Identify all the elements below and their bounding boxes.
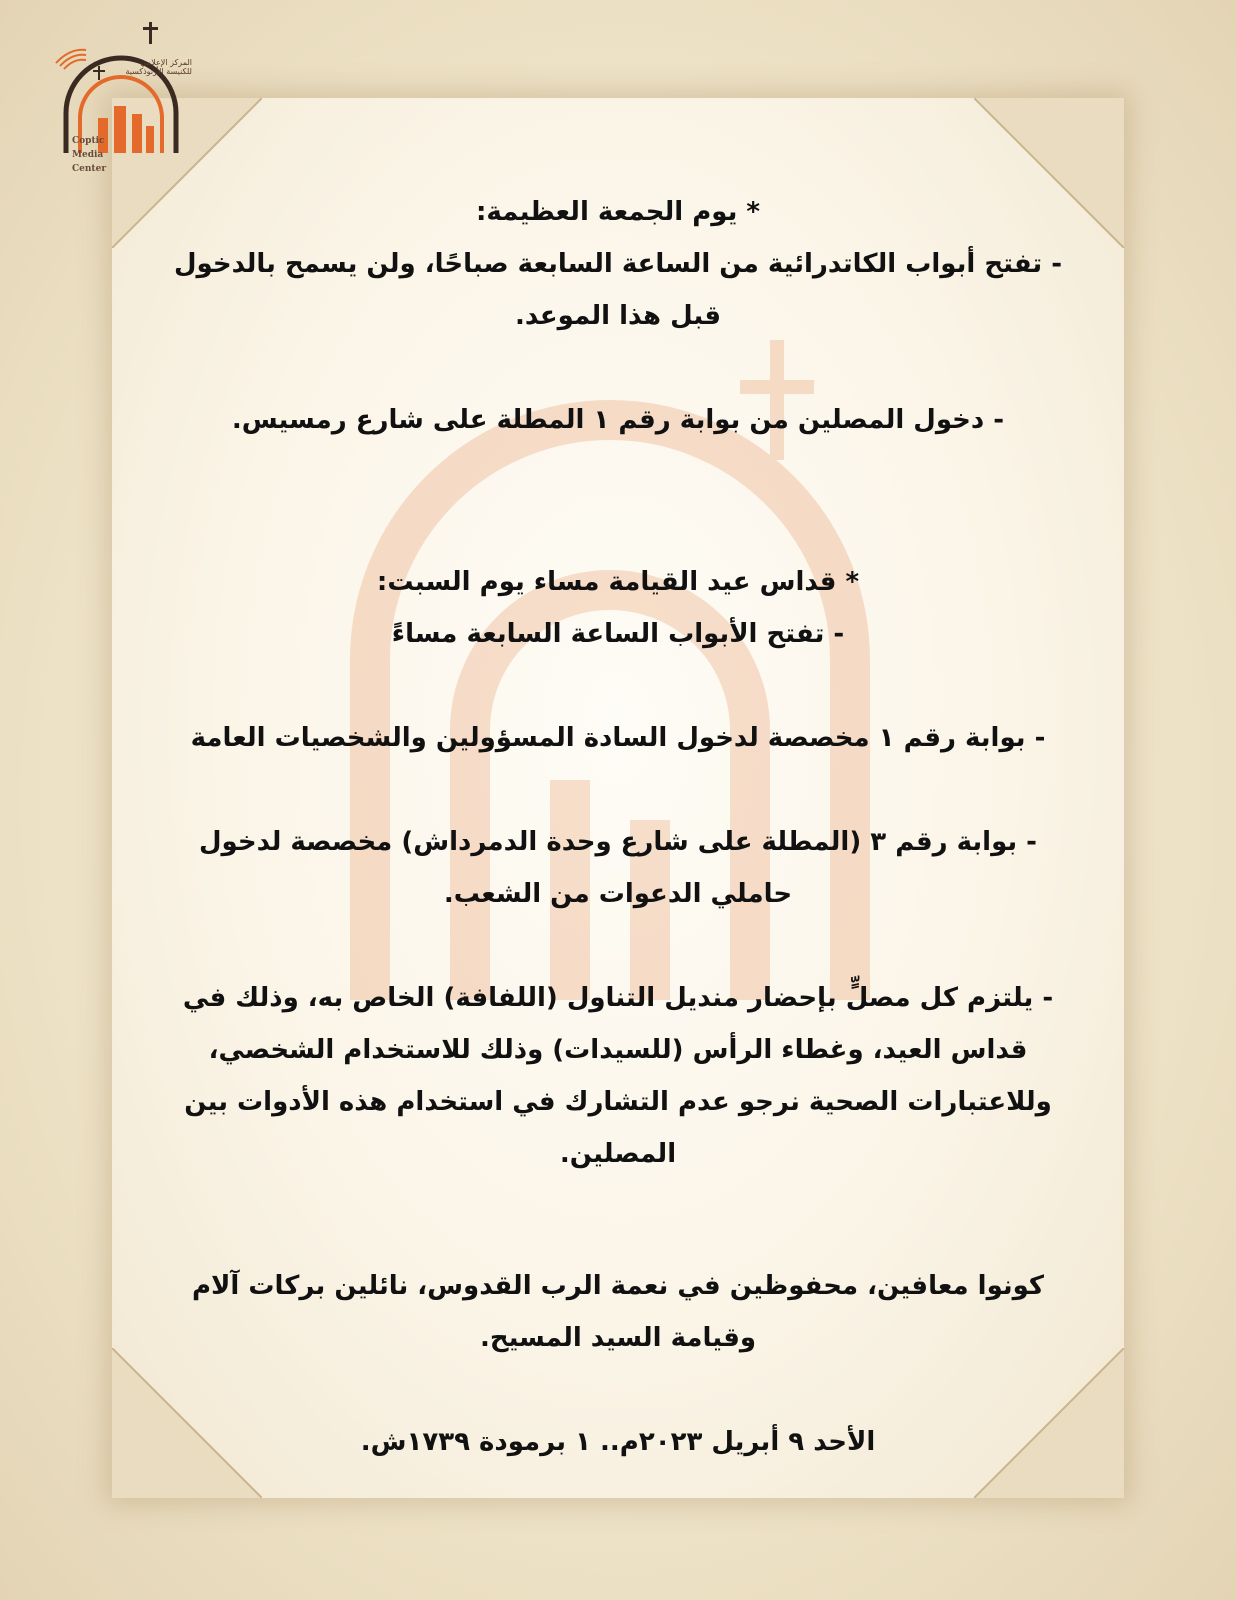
- logo-arabic-text: [122, 58, 192, 76]
- section2-item4: - يلتزم كل مصلٍّ بإحضار منديل التناول (اللفافة) الخاص به، وذلك في قداس العيد، وغطاء الرأس (للسيدات) وذلك للاستخدام الشخصي، وللاعتبارات الصحية نرجو عدم التشارك في استخدام هذه الأدوات بين المصلين.: [182, 983, 1054, 1169]
- section2-item2: - بوابة رقم ١ مخصصة لدخول السادة المسؤولين والشخصيات العامة: [190, 723, 1046, 753]
- logo-english-line-1: Coptic: [72, 136, 105, 146]
- coptic-media-center-logo: [36, 18, 196, 174]
- logo-english-line-3: Center: [72, 164, 107, 174]
- section2-item3: - بوابة رقم ٣ (المطلة على شارع وحدة الدمرداش) مخصصة لدخول حاملي الدعوات من الشعب.: [199, 827, 1037, 909]
- section1-item2: - دخول المصلين من بوابة رقم ١ المطلة على شارع رمسيس.: [231, 405, 1005, 435]
- logo-english-line-2: Media: [72, 150, 104, 160]
- logo-english-text: [72, 134, 106, 176]
- announcement-body: [160, 186, 1076, 1468]
- section2-item1: - تفتح الأبواب الساعة السابعة مساءً: [391, 619, 845, 649]
- logo-arabic-line-2: للكنيسة الأرثوذكسية: [125, 67, 192, 76]
- logo-arabic-line-1: المركز الإعلامي: [140, 58, 192, 67]
- section2-heading: * قداس عيد القيامة مساء يوم السبت:: [376, 567, 860, 597]
- date-line: الأحد ٩ أبريل ٢٠٢٣م.. ١ برمودة ١٧٣٩ش.: [360, 1427, 876, 1457]
- closing-blessing: كونوا معافين، محفوظين في نعمة الرب القدوس، نائلين بركات آلام وقيامة السيد المسيح.: [191, 1271, 1045, 1353]
- section1-heading: * يوم الجمعة العظيمة:: [475, 197, 761, 227]
- church-logo-icon: [36, 18, 196, 168]
- section1-item1: - تفتح أبواب الكاتدرائية من الساعة السابعة صباحًا، ولن يسمح بالدخول قبل هذا الموعد.: [173, 249, 1063, 331]
